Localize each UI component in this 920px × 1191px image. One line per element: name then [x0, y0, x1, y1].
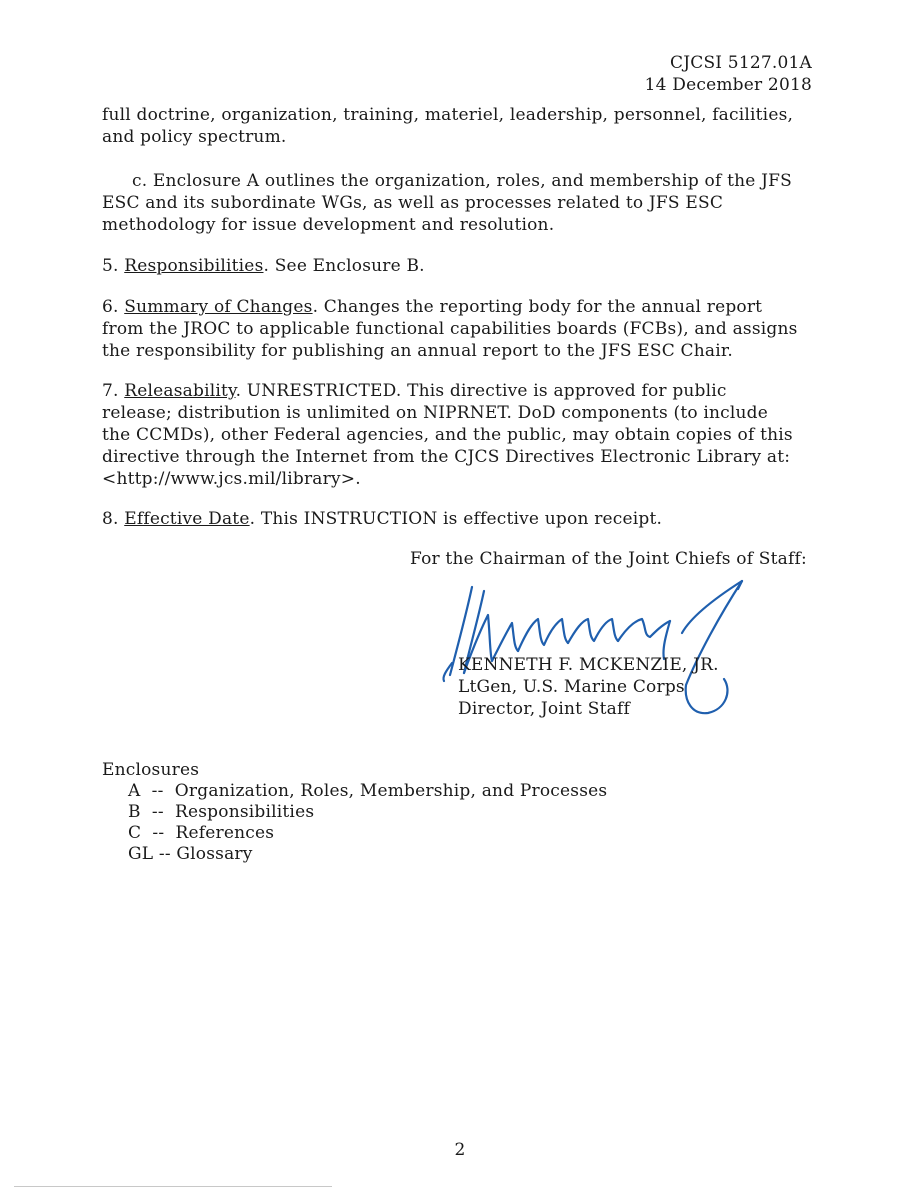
paragraph-6-summary-of-changes: 6. Summary of Changes. Changes the reporting body for the annual report from the JROC to applicable functional capabilities boards (FCBs), and assigns the responsibility for publishing an annual report to the JFS ESC Chair.: [102, 297, 798, 361]
signer-title: Director, Joint Staff: [458, 699, 630, 719]
paragraph-c: c. Enclosure A outlines the organization, roles, and membership of the JFS ESC and its subordinate WGs, as well as processes related to JFS ESC methodology for issue development and resolution.: [102, 171, 792, 235]
paragraph-5-responsibilities: 5. Responsibilities. See Enclosure B.: [102, 256, 425, 276]
enclosure-item: GL -- Glossary: [128, 844, 253, 864]
signer-name: KENNETH F. MCKENZIE, JR.: [458, 655, 719, 675]
document-number: CJCSI 5127.01A: [670, 53, 812, 73]
scan-edge-line: [14, 1186, 332, 1187]
document-date: 14 December 2018: [644, 75, 812, 95]
paragraph-8-title: Effective Date: [124, 509, 250, 529]
enclosure-item: B -- Responsibilities: [128, 802, 315, 822]
paragraph-6-title: Summary of Changes: [124, 297, 313, 317]
library-url: <http://www.jcs.mil/library>.: [102, 469, 361, 489]
paragraph-7-releasability: 7. Releasability. UNRESTRICTED. This directive is approved for public release; distribution is unlimited on NIPRNET. DoD components (to include the CCMDs), other Federal agencies, and the public, may obtain copies of this directive through the Internet from the CJCS Directives Electronic Library at: <http://www.jcs.mil/library>.: [102, 380, 822, 490]
enclosure-item: A -- Organization, Roles, Membership, and Processes: [128, 781, 608, 801]
signature-block: [458, 654, 719, 720]
paragraph-7-title: Releasability: [124, 381, 236, 401]
page-number: 2: [454, 1140, 466, 1160]
enclosures-list: [128, 781, 607, 865]
paragraph-5-title: Responsibilities: [124, 256, 264, 276]
signer-rank: LtGen, U.S. Marine Corps: [458, 677, 685, 697]
enclosures-heading: Enclosures: [102, 760, 200, 780]
paragraph-continued: full doctrine, organization, training, materiel, leadership, personnel, facilities, and policy spectrum.: [102, 105, 794, 147]
enclosure-item: C -- References: [128, 823, 275, 843]
signature-intro: For the Chairman of the Joint Chiefs of Staff:: [410, 549, 807, 569]
document-header: [645, 52, 812, 96]
paragraph-8-effective-date: 8. Effective Date. This INSTRUCTION is effective upon receipt.: [102, 509, 663, 529]
